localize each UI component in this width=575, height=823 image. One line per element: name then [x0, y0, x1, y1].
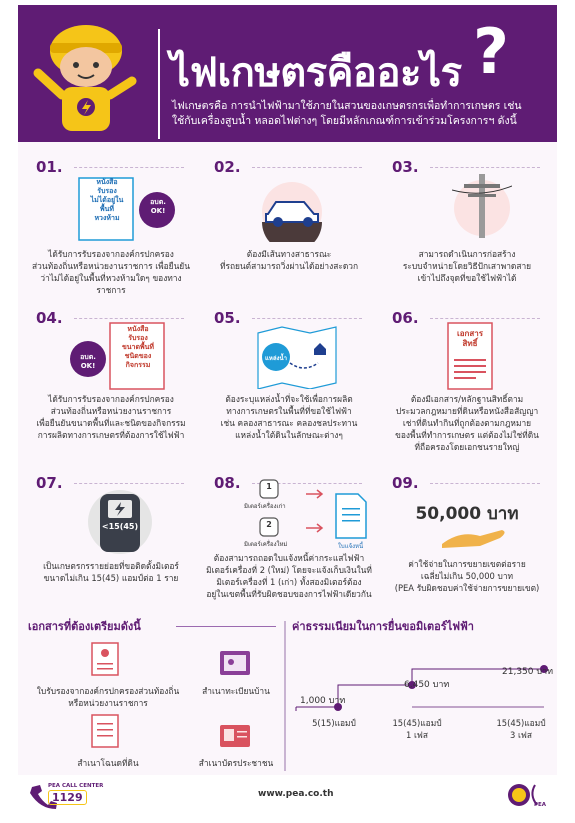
step-07 — [26, 466, 196, 617]
certificate-text — [114, 325, 162, 370]
step-01 — [26, 150, 196, 301]
certificate-line: รับรอง — [128, 334, 148, 342]
step-caption — [28, 560, 194, 584]
step-divider — [74, 483, 184, 484]
step-caption — [206, 248, 372, 272]
fee-label-line: 3 เฟส — [510, 730, 532, 740]
water-source-label: แหล่งน้ำ — [265, 355, 287, 362]
car-road-icon — [252, 172, 332, 242]
step-number: 05. — [214, 309, 241, 327]
hand-money-icon — [440, 526, 510, 550]
caption-line: ต้องมีเส้นทางสาธารณะ — [246, 249, 332, 259]
step-number: 02. — [214, 158, 241, 176]
caption-line: แหล่งน้ำใต้ดินในลักษณะต่างๆ — [235, 430, 343, 440]
id-card-icon — [218, 723, 252, 749]
step-divider — [252, 167, 362, 168]
step-caption — [384, 248, 550, 284]
step-number: 03. — [392, 158, 419, 176]
certificate-line: รับรอง — [97, 187, 117, 195]
certificate-line: ขนาดพื้นที่ — [121, 343, 155, 351]
certificate-line: พื้นที่ — [99, 205, 114, 213]
bill-label: ใบแจ้งหนี้ — [338, 543, 364, 550]
doc-label-certificate — [28, 685, 188, 709]
caption-line: ต้องสามารถถอดใบแจ้งหนี้ค่ากระแสไฟฟ้า — [213, 553, 365, 563]
fee-label-15-45a-3phase — [488, 717, 554, 741]
fee-value-15-45a-3phase: 21,350 บาท — [502, 667, 554, 677]
certificate-text — [84, 178, 130, 223]
meter-2-number: 2 — [266, 520, 272, 529]
step-number: 06. — [392, 309, 419, 327]
old-meter-label: มิเตอร์เครื่องเก่า — [244, 503, 286, 510]
meter-label: <15(45) — [101, 522, 139, 531]
caption-line: เป็นเกษตรกรรายย่อยที่ขอติดตั้งมิเตอร์ — [43, 561, 179, 571]
caption-line: ที่รถยนต์สามารถวิ่งผ่านได้อย่างสะดวก — [219, 261, 359, 271]
infographic-page — [18, 5, 557, 818]
certificate-line: ไม่ได้อยู่ใน — [90, 196, 124, 204]
step-number: 08. — [214, 474, 241, 492]
fee-label-line: 1 เฟส — [406, 730, 428, 740]
pea-logo-text: PEA — [534, 802, 547, 808]
step-09 — [382, 466, 552, 617]
step-divider — [430, 483, 540, 484]
question-mark: ? — [473, 15, 509, 88]
caption-line: ที่ถือครองโดยเอกชนรายใหญ่ — [414, 442, 520, 452]
caption-line: ต้องระบุแหล่งน้ำที่จะใช้เพื่อการผลิต — [225, 394, 353, 404]
stamp-ok: อบต. OK! — [150, 198, 166, 215]
caption-line: ระบบจำหน่ายโดยวิธีปักเสาพาดสาย — [402, 261, 532, 271]
deed-title: เอกสาร สิทธิ์ — [456, 329, 484, 348]
caption-line: ได้รับการรับรองจากองค์กรปกครอง — [48, 394, 174, 404]
caption-line: เช่น คลองสาธารณะ คลองชลประทาน — [220, 418, 358, 428]
certificate-line: หนังสือ — [96, 178, 118, 186]
step-divider — [430, 318, 540, 319]
column-divider — [284, 621, 286, 771]
call-center-label: PEA CALL CENTER — [48, 783, 104, 789]
step-number: 07. — [36, 474, 63, 492]
step-divider — [74, 167, 184, 168]
land-title-doc-icon — [90, 713, 120, 749]
title-divider — [158, 29, 160, 139]
step-number: 09. — [392, 474, 419, 492]
caption-line: ว่าไม่ได้อยู่ในพื้นที่หวงห้ามใดๆ ของทางราชการ — [40, 273, 182, 295]
doc-label-line: ใบรับรองจากองค์กรปกครองส่วนท้องถิ่น — [36, 686, 180, 696]
doc-label-house-registration: สำเนาทะเบียนบ้าน — [202, 686, 270, 696]
fee-value-5-15a: 1,000 บาท — [300, 696, 346, 706]
caption-line: เพื่อยืนยันขนาดพื้นที่และชนิดของกิจกรรม — [36, 418, 186, 428]
certificate-doc-icon — [90, 641, 120, 677]
caption-line: เช่าที่ดินทำกินที่ถูกต้องตามกฎหมาย — [402, 418, 532, 428]
fee-label-line: 15(45)แอมป์ — [392, 718, 442, 728]
fee-label-5-15a — [302, 717, 366, 729]
caption-line: เข้าไปถึงจุดที่ขอใช้ไฟฟ้าได้ — [417, 273, 517, 283]
caption-line: ทางการเกษตรในพื้นที่ที่ขอใช้ไฟฟ้า — [226, 406, 352, 416]
certificate-line: หนังสือ — [127, 325, 149, 333]
house-registration-icon — [218, 649, 252, 677]
doc-label-line: หรือหน่วยงานราชการ — [68, 698, 148, 708]
step-06 — [382, 301, 552, 452]
doc-label-land-title: สำเนาโฉนดที่ดิน — [77, 758, 139, 768]
caption-line: ต้องมีเอกสาร/หลักฐานสิทธิ์ตาม — [410, 394, 524, 404]
intro-text — [172, 99, 547, 129]
caption-line: การผลิตทางการเกษตรที่ต้องการใช้ไฟฟ้า — [37, 430, 185, 440]
intro-line: ใช้กับเครื่องสูบน้ำ หลอดไฟต่างๆ โดยมีหลักเกณฑ์การเข้าร่วมโครงการฯ ดังนี้ — [172, 115, 517, 127]
step-caption — [28, 248, 194, 296]
fee-value-15-45a-1phase: 6,450 บาท — [404, 680, 450, 690]
step-08 — [204, 466, 374, 617]
caption-line: ของพื้นที่ทำการเกษตร แต่ต้องไม่ใช่ที่ดิน — [395, 430, 539, 440]
fee-label-15-45a-1phase — [384, 717, 450, 741]
fee-label-line: 5(15)แอมป์ — [312, 718, 356, 728]
doc-label-id-card: สำเนาบัตรประชาชน — [198, 758, 274, 768]
max-cost-amount: 50,000 บาท — [415, 504, 519, 524]
stamp-ok: อบต. OK! — [80, 353, 96, 370]
step-number: 04. — [36, 309, 63, 327]
page-title: ไฟเกษตรคืออะไร — [170, 50, 462, 96]
caption-line: มิเตอร์เครื่องที่ 2 (ใหม่) โดยจะแจ้งเก็บเงินในที่ — [206, 565, 372, 575]
caption-line: มิเตอร์เครื่องที่ 1 (เก่า) ทั้งสองมิเตอร์ต้อง — [216, 577, 362, 587]
caption-line: สามารถดำเนินการก่อสร้าง — [418, 249, 516, 259]
step-05 — [204, 301, 374, 452]
caption-line: ประมวลกฎหมายที่ดินหรือหนังสือสัญญา — [395, 406, 539, 416]
certificate-line: ชนิดของ — [124, 352, 152, 360]
step-04 — [26, 301, 196, 452]
intro-line: ไฟเกษตรคือ การนำไฟฟ้ามาใช้ภายในสวนของเกษตรกรเพื่อทำการเกษตร เช่น — [172, 100, 522, 112]
header-banner — [18, 5, 557, 142]
step-02 — [204, 150, 374, 301]
step-caption — [206, 393, 372, 441]
caption-line: ส่วนท้องถิ่นหรือหน่วยงานราชการ เพื่อยืนยัน — [32, 261, 190, 271]
meter-1-number: 1 — [266, 482, 272, 491]
caption-line: ขนาดไม่เกิน 15(45) แอมป์ต่อ 1 ราย — [43, 573, 179, 583]
caption-line: ได้รับการรับรองจากองค์กรปกครอง — [48, 249, 174, 259]
documents-title: เอกสารที่ต้องเตรียมดังนี้ — [28, 620, 141, 633]
call-center-number: 1129 — [48, 790, 87, 805]
step-03 — [382, 150, 552, 301]
step-caption — [384, 393, 550, 453]
certificate-line: หวงห้าม — [94, 214, 120, 222]
fees-title: ค่าธรรมเนียมในการยื่นขอมิเตอร์ไฟฟ้า — [292, 620, 474, 633]
step-caption — [28, 393, 194, 441]
fee-label-line: 15(45)แอมป์ — [496, 718, 546, 728]
power-pole-icon — [452, 168, 512, 240]
caption-line: เฉลี่ยไม่เกิน 50,000 บาท — [420, 571, 514, 581]
new-meter-label: มิเตอร์เครื่องใหม่ — [244, 541, 288, 548]
caption-line: (PEA รับผิดชอบค่าใช้จ่ายการขยายเขต) — [394, 583, 540, 593]
step-number: 01. — [36, 158, 63, 176]
website-url[interactable]: www.pea.co.th — [258, 789, 334, 799]
step-caption — [206, 552, 372, 600]
caption-line: ส่วนท้องถิ่นหรือหน่วยงานราชการ — [50, 406, 172, 416]
certificate-line: กิจกรรม — [125, 361, 151, 369]
caption-line: อยู่ในเขตพื้นที่รับผิดชอบของการไฟฟ้าเดียวกัน — [206, 589, 372, 599]
electric-meter-icon — [80, 486, 160, 556]
section-divider — [176, 626, 276, 627]
step-divider — [252, 318, 362, 319]
pea-mascot-icon — [28, 11, 146, 139]
caption-line: ค่าใช้จ่ายในการขยายเขตต่อราย — [408, 559, 526, 569]
step-caption — [384, 558, 550, 594]
